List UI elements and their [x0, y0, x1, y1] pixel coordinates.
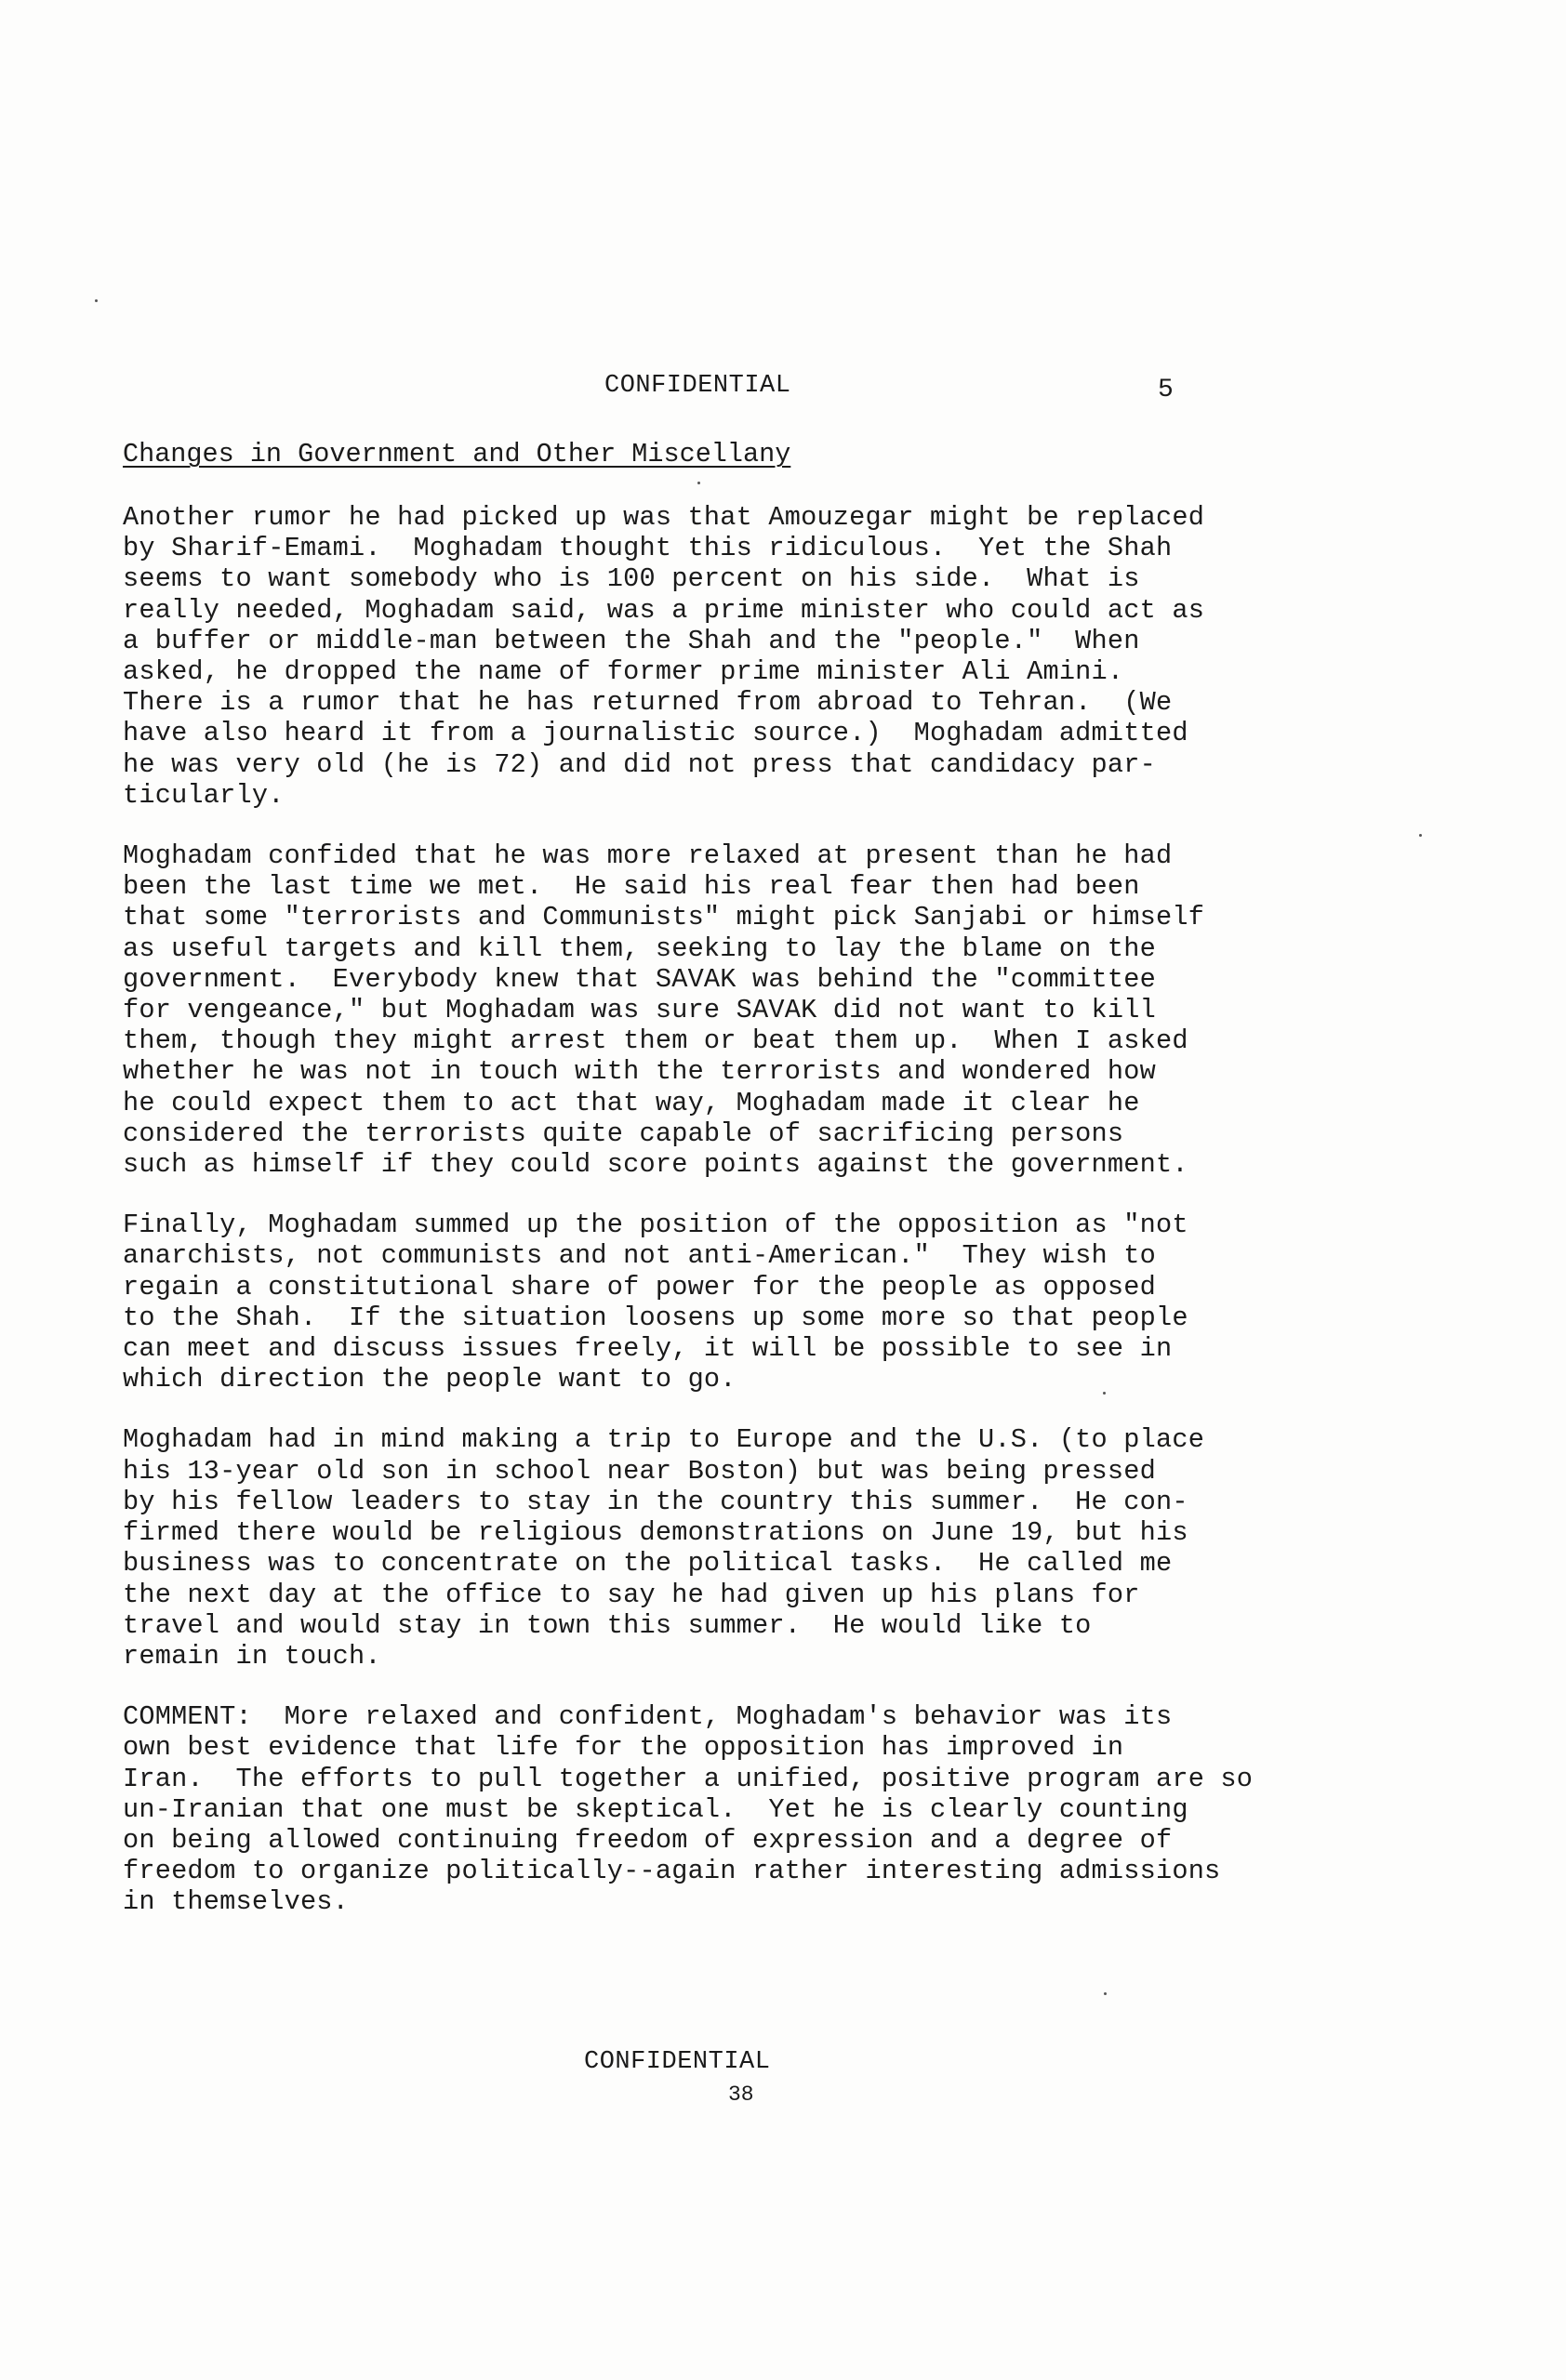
section-heading: Changes in Government and Other Miscellany: [123, 439, 791, 469]
text-line: whether he was not in touch with the terrorists and wondered how: [123, 1056, 1156, 1088]
header-page-number: 5: [1158, 376, 1174, 404]
body-text: [123, 502, 1425, 1948]
text-line: anarchists, not communists and not anti-American." They wish to: [123, 1240, 1156, 1272]
text-line: he could expect them to act that way, Moghadam made it clear he: [123, 1087, 1140, 1118]
text-line: have also heard it from a journalistic source.) Moghadam admitted: [123, 718, 1188, 749]
text-line: such as himself if they could score points against the government.: [123, 1149, 1188, 1181]
comment-paragraph: [123, 1701, 1425, 1917]
text-line: seems to want somebody who is 100 percent on his side. What is: [123, 563, 1140, 595]
text-line: Finally, Moghadam summed up the position of the opposition as "not: [123, 1210, 1188, 1241]
text-line: business was to concentrate on the political tasks. He called me: [123, 1548, 1173, 1580]
text-line: considered the terrorists quite capable of sacrificing persons: [123, 1117, 1124, 1149]
text-line: which direction the people want to go.: [123, 1364, 737, 1395]
paragraph-4: [123, 1424, 1425, 1672]
text-line: COMMENT: More relaxed and confident, Moghadam's behavior was its: [123, 1701, 1173, 1733]
text-line: own best evidence that life for the opposition has improved in: [123, 1732, 1124, 1764]
scan-speck: [1419, 834, 1422, 837]
text-line: Iran. The efforts to pull together a unified, positive program are so: [123, 1763, 1254, 1794]
paragraph-3: [123, 1210, 1425, 1395]
paragraph-1: [123, 502, 1425, 811]
text-line: a buffer or middle-man between the Shah and the "people." When: [123, 625, 1140, 656]
text-line: Moghadam had in mind making a trip to Europe and the U.S. (to place: [123, 1424, 1205, 1456]
header-classification-marking: CONFIDENTIAL: [604, 372, 791, 400]
text-line: the next day at the office to say he had given up his plans for: [123, 1579, 1140, 1610]
text-line: ticularly.: [123, 779, 285, 811]
text-line: regain a constitutional share of power for the people as opposed: [123, 1271, 1156, 1302]
text-line: travel and would stay in town this summer. He would like to: [123, 1609, 1092, 1641]
scan-speck: [697, 482, 700, 484]
footer-page-number: 38: [728, 2082, 754, 2107]
text-line: been the last time we met. He said his real fear then had been: [123, 871, 1140, 903]
text-line: really needed, Moghadam said, was a prime minister who could act as: [123, 594, 1205, 626]
text-line: Moghadam confided that he was more relaxed at present than he had: [123, 840, 1173, 872]
text-line: his 13-year old son in school near Boston) but was being pressed: [123, 1455, 1156, 1487]
text-line: to the Shah. If the situation loosens up some more so that people: [123, 1302, 1188, 1333]
text-line: can meet and discuss issues freely, it will be possible to see in: [123, 1333, 1173, 1365]
text-line: There is a rumor that he has returned from abroad to Tehran. (We: [123, 687, 1173, 719]
text-line: in themselves.: [123, 1886, 350, 1918]
text-line: un-Iranian that one must be skeptical. Yet he is clearly counting: [123, 1793, 1188, 1825]
text-line: on being allowed continuing freedom of expression and a degree of: [123, 1824, 1173, 1856]
text-line: as useful targets and kill them, seeking to lay the blame on the: [123, 932, 1156, 964]
text-line: firmed there would be religious demonstrations on June 19, but his: [123, 1517, 1188, 1549]
scan-speck: [95, 299, 98, 302]
text-line: asked, he dropped the name of former prime minister Ali Amini.: [123, 656, 1124, 688]
scan-speck: [1104, 1992, 1107, 1995]
text-line: he was very old (he is 72) and did not press that candidacy par-: [123, 748, 1156, 780]
text-line: by his fellow leaders to stay in the country this summer. He con-: [123, 1486, 1188, 1517]
text-line: by Sharif-Emami. Moghadam thought this ridiculous. Yet the Shah: [123, 533, 1173, 564]
scan-speck: [1103, 1392, 1106, 1395]
paragraph-2: [123, 840, 1425, 1180]
text-line: freedom to organize politically--again rather interesting admissions: [123, 1856, 1221, 1887]
footer-classification-marking: CONFIDENTIAL: [584, 2048, 771, 2076]
text-line: that some "terrorists and Communists" might pick Sanjabi or himself: [123, 902, 1205, 933]
text-line: government. Everybody knew that SAVAK was behind the "committee: [123, 963, 1156, 995]
text-line: them, though they might arrest them or beat them up. When I asked: [123, 1025, 1188, 1057]
text-line: Another rumor he had picked up was that Amouzegar might be replaced: [123, 502, 1205, 533]
text-line: for vengeance," but Moghadam was sure SAVAK did not want to kill: [123, 995, 1156, 1026]
text-line: remain in touch.: [123, 1640, 381, 1672]
